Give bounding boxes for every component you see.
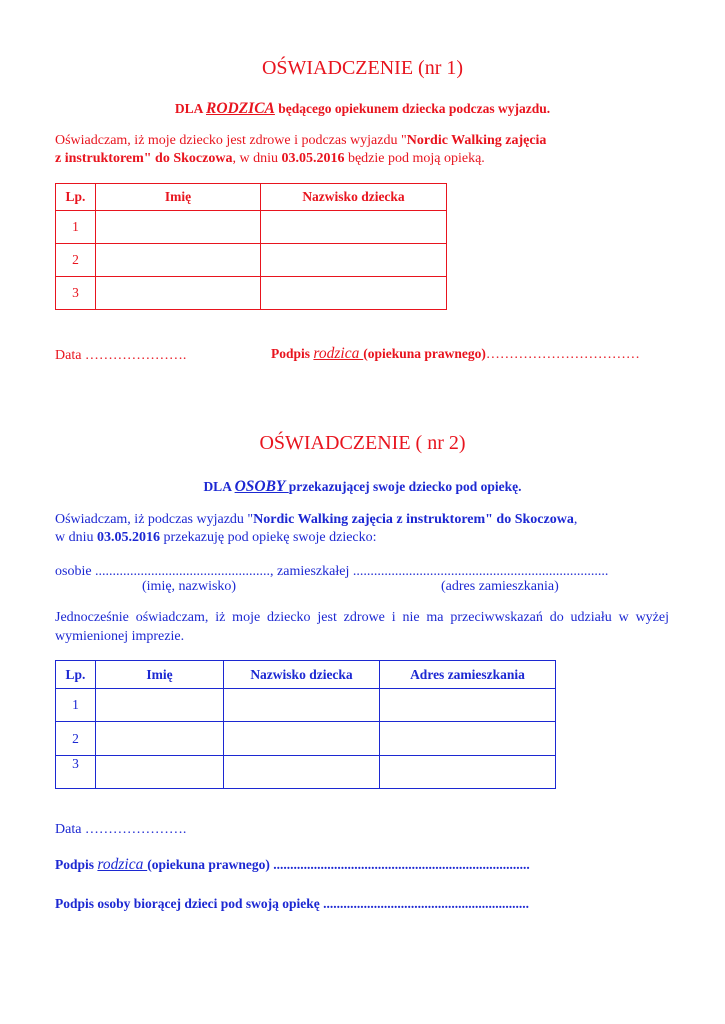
row-number: 2: [56, 244, 96, 277]
caretaker-details-line[interactable]: osobie .................................................., zamieszkałej .........................................................................: [55, 564, 609, 579]
header-lp: Lp.: [56, 661, 96, 689]
section2-statement-line1: [55, 512, 577, 528]
statement-text: Oświadczam, iż podczas wyjazdu ": [55, 512, 254, 527]
header-address: Adres zamieszkania: [380, 661, 556, 689]
section1-date-field[interactable]: Data ………………….: [55, 348, 187, 363]
section1-signature-field[interactable]: [271, 345, 640, 363]
section1-statement-line1: [55, 133, 546, 149]
event-name: Nordic Walking zajęcia: [406, 133, 547, 148]
section1-children-table: [55, 183, 447, 310]
row-number: 1: [56, 211, 96, 244]
surname-cell[interactable]: [224, 689, 380, 722]
subtitle-rest: przekazującej swoje dziecko pod opiekę.: [288, 479, 522, 494]
signature-role-dots: (opiekuna prawnego) ............................................................................: [147, 857, 530, 872]
statement-text: będzie pod moją opieką.: [344, 151, 485, 166]
subtitle-prefix: DLA: [203, 479, 235, 494]
statement-text: ,: [573, 512, 578, 527]
signature-key-word: rodzica: [97, 856, 148, 873]
table-row: [56, 756, 556, 789]
hint-address: (adres zamieszkania): [441, 579, 559, 594]
table-header-row: [56, 661, 556, 689]
address-cell[interactable]: [380, 722, 556, 756]
row-number: 1: [56, 689, 96, 722]
section1-subtitle: [0, 100, 725, 118]
table-row: [56, 277, 447, 310]
section2-parent-signature-field[interactable]: [55, 856, 530, 874]
surname-cell[interactable]: [261, 211, 447, 244]
event-name: Nordic Walking zajęcia z instruktorem" do Skoczowa: [253, 512, 574, 527]
signature-prefix: Podpis: [55, 857, 98, 872]
first-name-cell[interactable]: [96, 689, 224, 722]
surname-cell[interactable]: [261, 244, 447, 277]
subtitle-key-word: OSOBY: [234, 478, 289, 495]
header-first-name: Imię: [96, 184, 261, 211]
header-child-surname: Nazwisko dziecka: [261, 184, 447, 211]
table-row: [56, 689, 556, 722]
row-number: 3: [56, 277, 96, 310]
section2-children-table: [55, 660, 556, 789]
statement-text: w dniu: [55, 530, 97, 545]
header-lp: Lp.: [56, 184, 96, 211]
first-name-cell[interactable]: [96, 756, 224, 789]
first-name-cell[interactable]: [96, 244, 261, 277]
table-header-row: [56, 184, 447, 211]
address-cell[interactable]: [380, 689, 556, 722]
signature-prefix: Podpis: [271, 346, 314, 361]
first-name-cell[interactable]: [96, 211, 261, 244]
table-row: [56, 244, 447, 277]
row-number: 3: [56, 756, 96, 789]
section2-date-field[interactable]: Data ………………….: [55, 822, 187, 837]
surname-cell[interactable]: [224, 722, 380, 756]
header-child-surname: Nazwisko dziecka: [224, 661, 380, 689]
signature-key-word: rodzica: [313, 345, 364, 362]
event-date: 03.05.2016: [281, 151, 345, 166]
section2-caretaker-signature-field[interactable]: Podpis osoby biorącej dzieci pod swoją opiekę .............................................................: [55, 896, 530, 911]
section1-statement-line2: [55, 151, 485, 167]
section2-subtitle: [0, 478, 725, 496]
statement-text: przekazuję pod opiekę swoje dziecko:: [160, 530, 377, 545]
surname-cell[interactable]: [261, 277, 447, 310]
statement-text: , w dniu: [232, 151, 282, 166]
signature-dots: ……………………………: [485, 347, 640, 362]
first-name-cell[interactable]: [96, 277, 261, 310]
table-row: [56, 211, 447, 244]
first-name-cell[interactable]: [96, 722, 224, 756]
event-date: 03.05.2016: [97, 530, 160, 545]
hint-name: (imię, nazwisko): [142, 579, 237, 594]
event-name-cont: z instruktorem" do Skoczowa: [55, 151, 233, 166]
health-declaration: Jednocześnie oświadczam, iż moje dziecko jest zdrowe i nie ma przeciwwskazań do udziału w wyżej wymienionej imprezie.: [55, 610, 669, 644]
subtitle-key-word: RODZICA: [205, 100, 275, 117]
subtitle-prefix: DLA: [174, 101, 206, 116]
section2-statement-line2: [55, 530, 377, 546]
signature-role: (opiekuna prawnego): [363, 346, 486, 361]
row-number: 2: [56, 722, 96, 756]
table-row: [56, 722, 556, 756]
statement-text: Oświadczam, iż moje dziecko jest zdrowe i podczas wyjazdu ": [55, 133, 407, 148]
address-cell[interactable]: [380, 756, 556, 789]
surname-cell[interactable]: [224, 756, 380, 789]
subtitle-rest: będącego opiekunem dziecka podczas wyjazdu.: [274, 101, 551, 116]
header-first-name: Imię: [96, 661, 224, 689]
section1-title: OŚWIADCZENIE (nr 1): [261, 57, 464, 79]
section2-title: OŚWIADCZENIE ( nr 2): [259, 432, 466, 454]
